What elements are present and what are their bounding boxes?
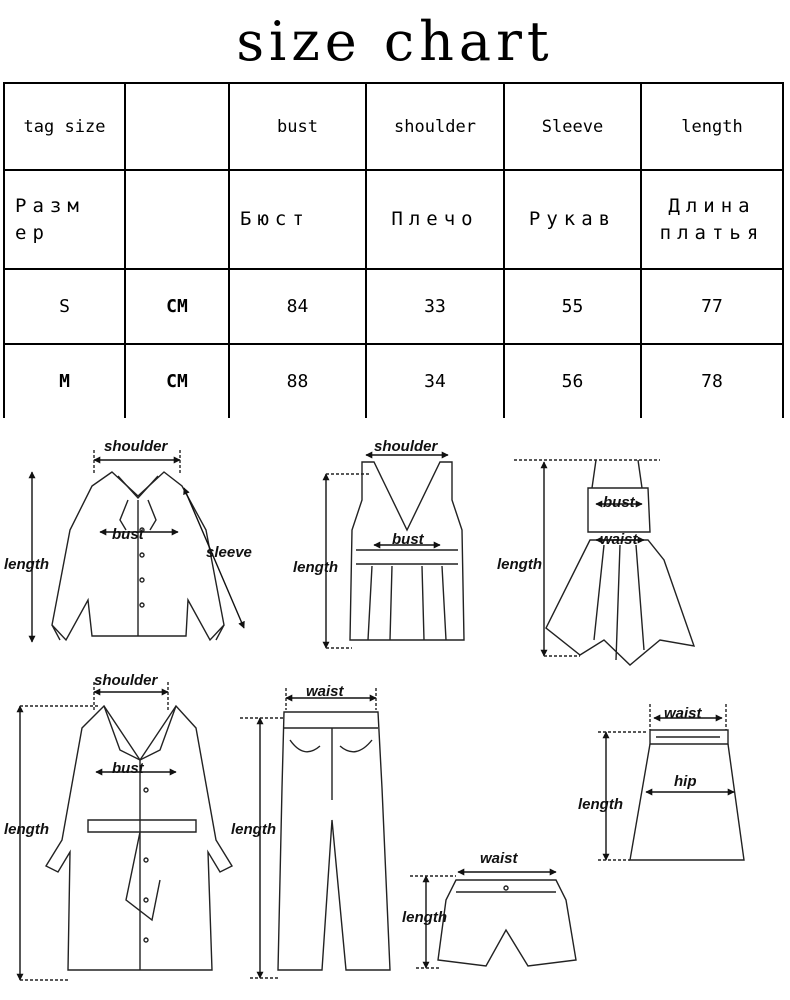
measurement-diagrams	[0, 420, 790, 1000]
tank-diagram	[326, 455, 464, 648]
dress-bust-label: bust	[603, 494, 635, 511]
table-row	[4, 344, 783, 418]
pants-waist-label: waist	[306, 683, 344, 700]
tank-shoulder-label: shoulder	[374, 438, 438, 455]
size-cell: S	[4, 269, 125, 344]
dress-length-label: length	[497, 556, 542, 573]
col-tag-size-ru: Разм ер	[4, 170, 125, 269]
col-unit-ru	[125, 170, 229, 269]
length-cell: 77	[641, 269, 783, 344]
shorts-length-label: length	[402, 909, 447, 926]
sleeve-cell: 55	[504, 269, 641, 344]
sleeve-cell: 56	[504, 344, 641, 418]
col-sleeve: Sleeve	[504, 83, 641, 170]
shirt-sleeve-label: sleeve	[206, 544, 252, 561]
size-cell: M	[4, 344, 125, 418]
shirt-bust-label: bust	[112, 526, 144, 543]
col-length: length	[641, 83, 783, 170]
header-row-ru	[4, 170, 783, 269]
col-bust: bust	[229, 83, 366, 170]
skirt-waist-label: waist	[664, 705, 702, 722]
length-cell: 78	[641, 344, 783, 418]
col-tag-size: tag size	[4, 83, 125, 170]
col-sleeve-ru: Рукав	[504, 170, 641, 269]
col-bust-ru: Бюст	[229, 170, 366, 269]
bust-cell: 84	[229, 269, 366, 344]
coat-length-label: length	[4, 821, 49, 838]
coat-diagram	[20, 682, 232, 980]
table-row	[4, 269, 783, 344]
shorts-waist-label: waist	[480, 850, 518, 867]
coat-bust-label: bust	[112, 760, 144, 777]
chart-title: size chart	[236, 9, 554, 73]
skirt-hip-label: hip	[674, 773, 697, 790]
shoulder-cell: 34	[366, 344, 504, 418]
tank-length-label: length	[293, 559, 338, 576]
header-row-en	[4, 83, 783, 170]
bust-cell: 88	[229, 344, 366, 418]
size-table	[3, 82, 784, 418]
col-shoulder: shoulder	[366, 83, 504, 170]
skirt-diagram	[598, 704, 744, 860]
unit-cell: CM	[125, 269, 229, 344]
coat-shoulder-label: shoulder	[94, 672, 158, 689]
pants-length-label: length	[231, 821, 276, 838]
tank-bust-label: bust	[392, 531, 424, 548]
shirt-shoulder-label: shoulder	[104, 438, 168, 455]
col-unit	[125, 83, 229, 170]
unit-cell: CM	[125, 344, 229, 418]
skirt-length-label: length	[578, 796, 623, 813]
col-length-ru: Длина платья	[641, 170, 783, 269]
col-shoulder-ru: Плечо	[366, 170, 504, 269]
shoulder-cell: 33	[366, 269, 504, 344]
dress-waist-label: waist	[600, 531, 638, 548]
shirt-length-label: length	[4, 556, 49, 573]
